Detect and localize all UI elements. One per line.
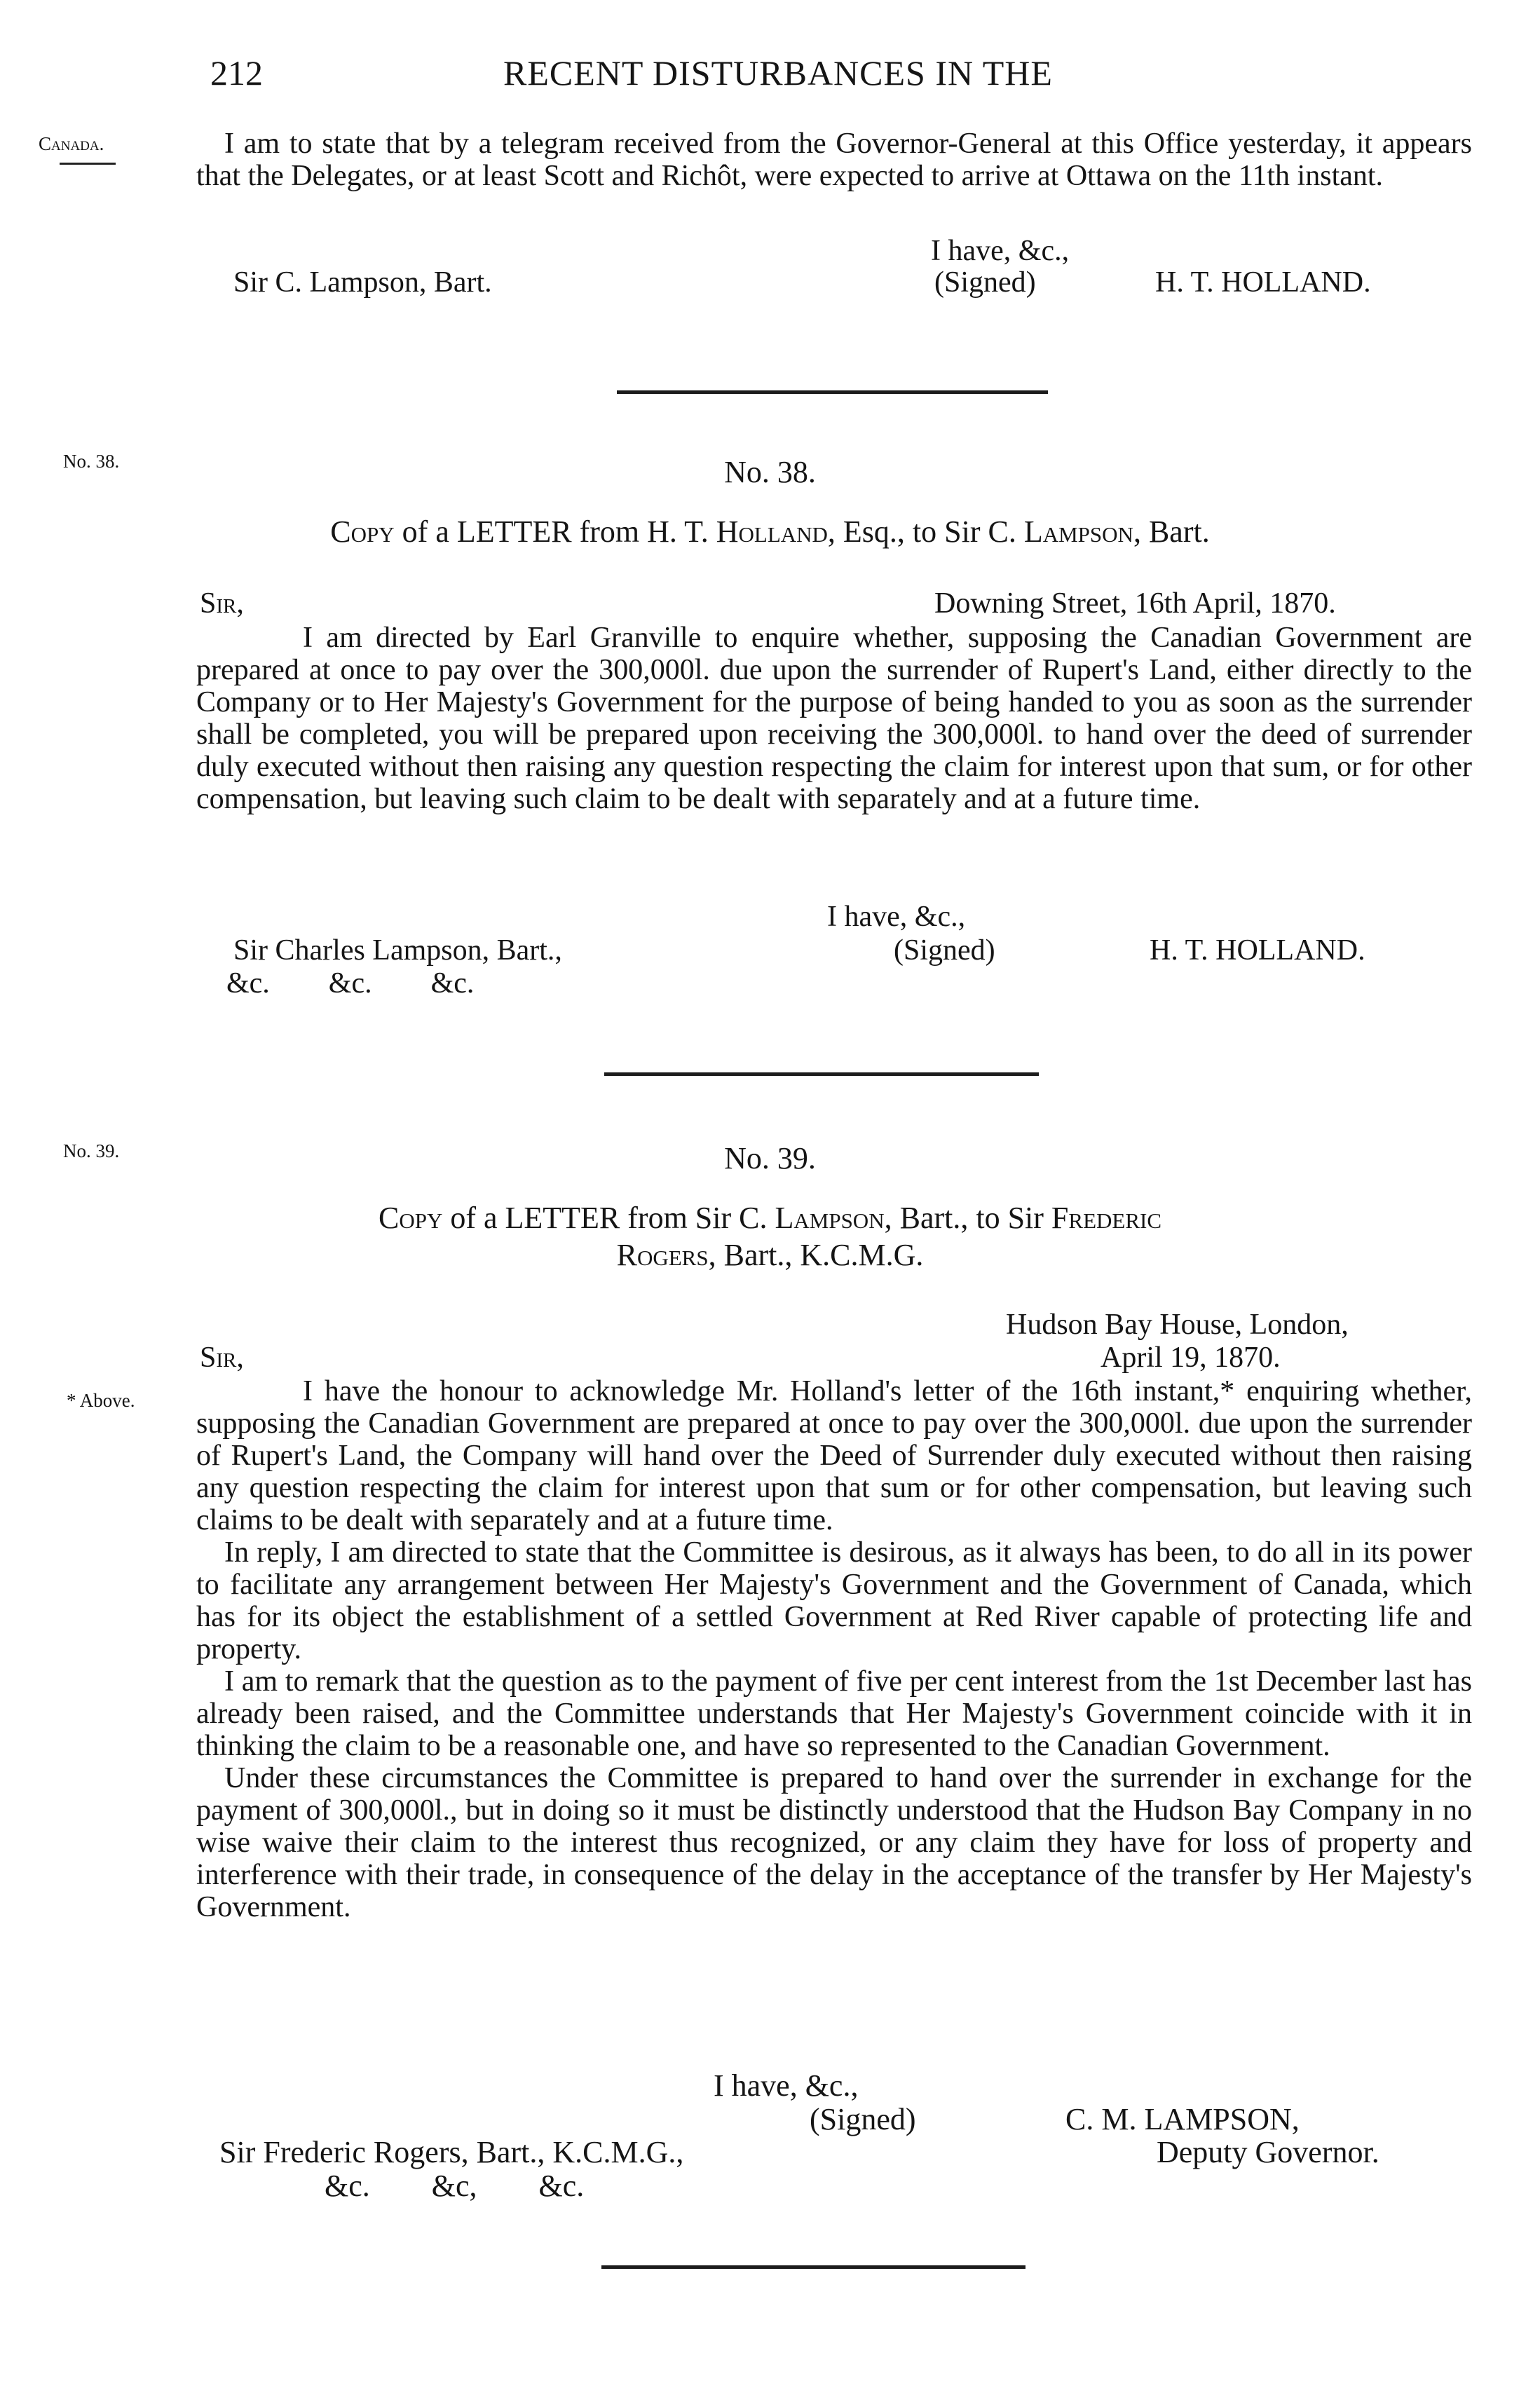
doc39-signed: (Signed) <box>810 2102 916 2136</box>
doc38-title-holland: Holland <box>716 514 828 549</box>
running-title: RECENT DISTURBANCES IN THE <box>503 53 1053 93</box>
doc38-salutation: Sir, <box>200 587 244 620</box>
doc38-title-copy: Copy <box>330 514 395 549</box>
margin-note-no38: No. 38. <box>63 451 120 472</box>
doc38-number: No. 38. <box>724 455 816 489</box>
doc39-number: No. 39. <box>724 1141 816 1175</box>
doc38-etc: &c. &c. &c. <box>226 967 475 1000</box>
doc39-para-1: I have the honour to acknowledge Mr. Holland's letter of the 16th instant,* enquiring whether, supposing the Canadian Government are prepared at once to pay over the 300,000l. due upon the surrender of Rupert's Land, the Company will hand over the Deed of Surrender duly executed without then raising any question respecting the claim for interest upon that sum or for other compensation, but leaving such claims to be dealt with separately and at a future time. <box>196 1375 1472 1536</box>
doc39-salutation: Sir, <box>200 1342 244 1374</box>
doc39-title-mid: , Bart., to Sir <box>884 1201 1044 1235</box>
doc38-title <box>0 514 1540 550</box>
doc39-title-rogers: Rogers <box>616 1238 709 1272</box>
doc38-title-end: , Bart. <box>1133 514 1210 549</box>
doc39-date: April 19, 1870. <box>1101 1342 1281 1374</box>
doc39-title-line2 <box>0 1237 1540 1273</box>
doc38-body: I am directed by Earl Granville to enquire whether, supposing the Canadian Government are prepared at once to pay over the 300,000l. due upon the surrender of Rupert's Land, either directly to the Company or to Her Majesty's Government for the purpose of being handed to you as soon as the surrender shall be completed, you will be prepared upon receiving the 300,000l. to hand over the deed of surrender duly executed without then raising any question respecting the claim for interest upon that sum, or for other compensation, but leaving such claim to be dealt with separately and at a future time. <box>196 622 1472 815</box>
doc37-i-have: I have, &c., <box>931 235 1070 267</box>
doc37-signer: H. T. HOLLAND. <box>1155 266 1371 299</box>
doc39-i-have: I have, &c., <box>714 2068 859 2103</box>
section-divider <box>617 390 1048 394</box>
doc38-signed: (Signed) <box>894 934 995 967</box>
doc39-address: Hudson Bay House, London, <box>1006 1309 1349 1341</box>
doc37-signed: (Signed) <box>934 266 1036 299</box>
page-number: 212 <box>210 53 263 93</box>
doc39-title-lampson: Lampson <box>775 1201 885 1235</box>
doc39-para-3: I am to remark that the question as to the payment of five per cent interest from the 1st December last has already been raised, and the Committee understands that Her Majesty's Government coincide with it in thinking the claim to be a reasonable one, and have so represented to the Canadian Government. <box>196 1665 1472 1762</box>
doc38-signer: H. T. HOLLAND. <box>1150 934 1365 967</box>
doc39-signer: C. M. LAMPSON, <box>1065 2102 1300 2136</box>
margin-note-no39: No. 39. <box>63 1140 120 1161</box>
doc37-addressee: Sir C. Lampson, Bart. <box>233 266 492 299</box>
doc38-title-lampson: Lampson <box>1023 514 1133 549</box>
doc37-body: I am to state that by a telegram received from the Governor-General at this Office yesterday, it appears that the Delegates, or at least Scott and Richôt, were expected to arrive at Ottawa on the 11th instant. <box>196 128 1472 192</box>
margin-note-canada: Canada. <box>39 133 104 154</box>
doc38-title-rest: of a LETTER from H. T. <box>402 514 709 549</box>
doc39-etc: &c. &c, &c. <box>325 2169 585 2203</box>
doc39-title-rest2: , Bart., K.C.M.G. <box>708 1238 924 1272</box>
doc38-dateline: Downing Street, 16th April, 1870. <box>934 587 1336 620</box>
margin-note-above: * Above. <box>67 1390 135 1411</box>
doc39-title-rest: of a LETTER from Sir C. <box>450 1201 768 1235</box>
doc39-title-frederic: Frederic <box>1051 1201 1162 1235</box>
doc39-body <box>196 1375 1472 1923</box>
doc38-title-mid: , Esq., to Sir C. <box>827 514 1016 549</box>
doc38-addressee: Sir Charles Lampson, Bart., <box>233 934 562 967</box>
doc39-addressee: Sir Frederic Rogers, Bart., K.C.M.G., <box>219 2135 684 2169</box>
section-divider <box>604 1072 1039 1076</box>
section-divider <box>601 2265 1025 2269</box>
doc39-para-4: Under these circumstances the Committee is prepared to hand over the surrender in exchange for the payment of 300,000l., but in doing so it must be distinctly understood that the Hudson Bay Company in no wise waive their claim to the interest thus recognized, or any claim they have for loss of property and interference with their trade, in consequence of the delay in the acceptance of the transfer by Her Majesty's Government. <box>196 1762 1472 1923</box>
doc39-title-copy: Copy <box>378 1201 443 1235</box>
doc38-i-have: I have, &c., <box>827 901 966 933</box>
doc39-signer-title: Deputy Governor. <box>1157 2135 1379 2169</box>
margin-rule <box>60 163 116 165</box>
doc39-title-line1 <box>0 1200 1540 1236</box>
doc39-para-2: In reply, I am directed to state that the Committee is desirous, as it always has been, to do all in its power to facilitate any arrangement between Her Majesty's Government and the Government of Canada, which has for its object the establishment of a settled Government at Red River capable of protecting life and property. <box>196 1536 1472 1665</box>
